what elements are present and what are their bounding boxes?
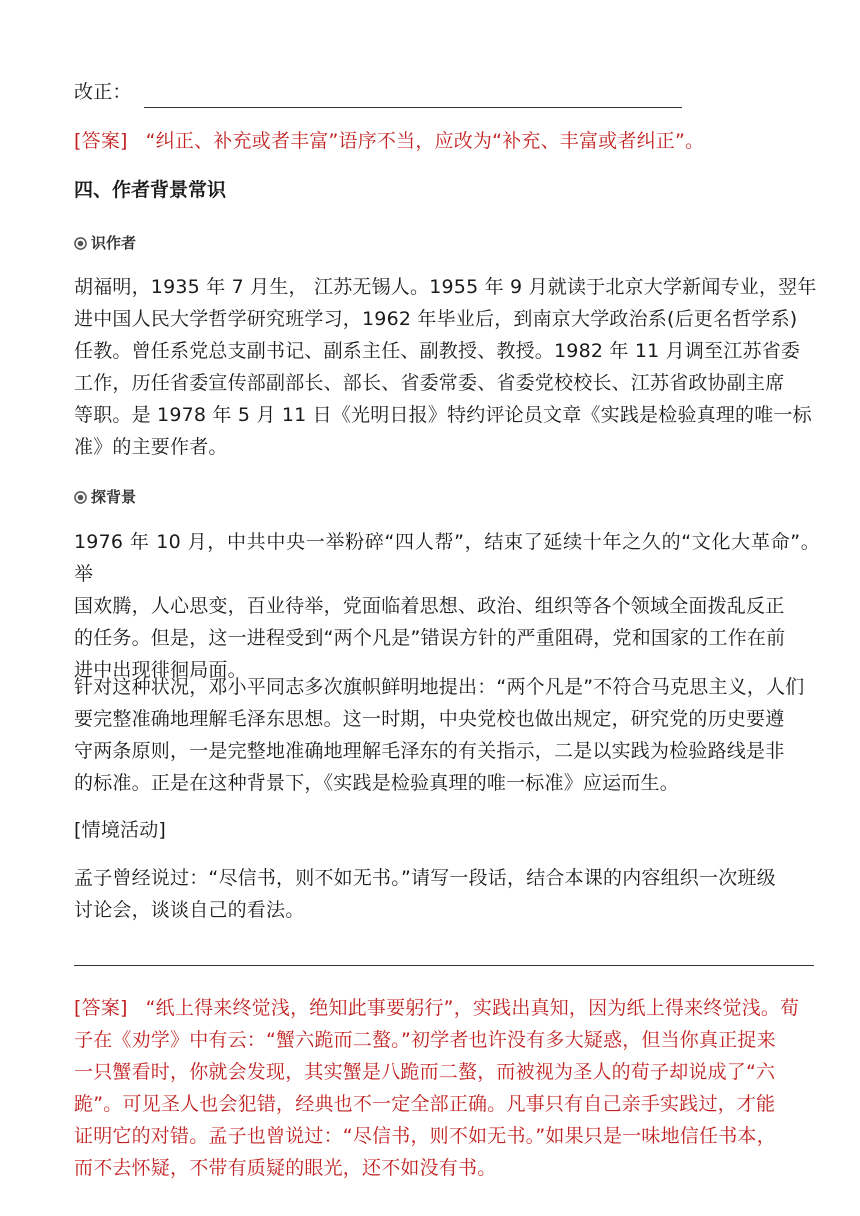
author-line: 准》的主要作者。	[74, 436, 228, 458]
section-heading: 四、作者背景常识	[74, 179, 227, 201]
answer-line: 跪”。可见圣人也会犯错，经典也不一定全部正确。凡事只有自己亲手实践过，才能	[74, 1093, 776, 1115]
author-paragraph	[74, 271, 820, 463]
explore-background-title: 探背景	[91, 488, 137, 506]
answer-tag: [答案]	[74, 130, 128, 152]
correction-label: 改正：	[74, 81, 132, 103]
background-line: 针对这种状况，邓小平同志多次旗帜鲜明地提出：“两个凡是”不符合马克思主义，人们	[74, 676, 805, 698]
author-line: 工作，历任省委宣传部副部长、部长、省委常委、省委党校校长、江苏省政协副主席	[74, 372, 785, 394]
answer-line: 子在《劝学》中有云：“蟹六跪而二螯。”初学者也许没有多大疑惑，但当你真正捉来	[74, 1029, 776, 1051]
answer-line	[74, 992, 820, 1024]
correction-blank[interactable]	[144, 83, 682, 108]
background-line: 的标准。正是在这种背景下，《实践是检验真理的唯一标准》应运而生。	[74, 772, 679, 794]
circle-bullet-icon	[74, 491, 87, 504]
answer-1-text: “纠正、补充或者丰富”语序不当，应改为“补充、丰富或者纠正”。	[145, 130, 705, 152]
activity-prompt	[74, 862, 820, 926]
answer-line: 而不去怀疑，不带有质疑的眼光，还不如没有书。	[74, 1157, 497, 1179]
answer-blank-line[interactable]	[74, 965, 814, 966]
explore-background-label	[74, 485, 136, 509]
background-line: 进中出现徘徊局面。	[74, 659, 247, 681]
background-line: 1976 年 10 月，中共中央一举粉碎“四人帮”，结束了延续十年之久的“文化大革命”。举	[74, 531, 820, 585]
background-line: 国欢腾，人心思变，百业待举，党面临着思想、政治、组织等各个领域全面拨乱反正	[74, 595, 785, 617]
activity-line: 讨论会，谈谈自己的看法。	[74, 899, 305, 921]
background-line: 守两条原则，一是完整地准确地理解毛泽东的有关指示，二是以实践为检验路线是非	[74, 740, 785, 762]
background-line: 要完整准确地理解毛泽东思想。这一时期，中央党校也做出规定，研究党的历史要遵	[74, 708, 785, 730]
author-line: 胡福明，1935 年 7 月生， 江苏无锡人。1955 年 9 月就读于北京大学新闻专业，翌年	[74, 276, 817, 298]
author-line: 进中国人民大学哲学研究班学习，1962 年毕业后，到南京大学政治系(后更名哲学系)	[74, 308, 798, 330]
know-author-label	[74, 231, 136, 255]
correction-row	[74, 76, 820, 108]
answer-1	[74, 125, 820, 157]
answer-2	[74, 992, 820, 1184]
author-line: 任教。曾任系党总支副书记、副系主任、副教授、教授。1982 年 11 月调至江苏省委	[74, 340, 801, 362]
background-paragraph-1	[74, 526, 820, 686]
activity-heading: [情境活动]	[74, 819, 167, 841]
circle-bullet-icon	[74, 237, 87, 250]
author-line: 等职。是 1978 年 5 月 11 日《光明日报》特约评论员文章《实践是检验真理的唯一标	[74, 404, 812, 426]
answer-2-text: “纸上得来终觉浅，绝知此事要躬行”，实践出真知，因为纸上得来终觉浅。荀	[145, 997, 800, 1019]
activity-line: 孟子曾经说过：“尽信书，则不如无书。”请写一段话，结合本课的内容组织一次班级	[74, 867, 776, 889]
answer-tag: [答案]	[74, 997, 128, 1019]
answer-line: 证明它的对错。孟子也曾说过：“尽信书，则不如无书。”如果只是一味地信任书本，	[74, 1125, 776, 1147]
answer-line: 一只蟹看时，你就会发现，其实蟹是八跪而二螯，而被视为圣人的荀子却说成了“六	[74, 1061, 776, 1083]
background-line: 的任务。但是，这一进程受到“两个凡是”错误方针的严重阻碍，党和国家的工作在前	[74, 627, 786, 649]
know-author-title: 识作者	[91, 234, 137, 252]
background-paragraph-2	[74, 671, 820, 799]
